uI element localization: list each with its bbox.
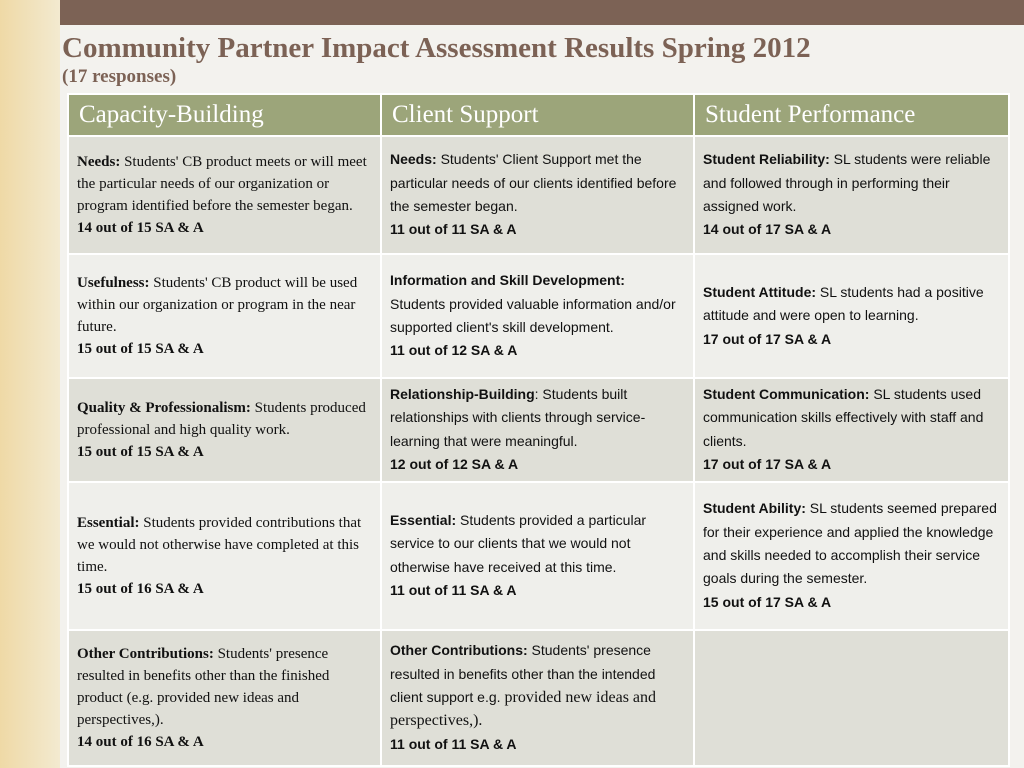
cell-label: Information and Skill Development: — [390, 272, 625, 289]
cell-text: SL students used communication skills effectively with staff and clients. — [703, 386, 984, 449]
cell-label: Quality & Professionalism: — [77, 399, 251, 416]
cell-label: Relationship-Building — [390, 386, 535, 402]
cell-label: Essential: — [390, 511, 457, 528]
cell-text: Students' presence resulted in benefits other than the intended client support e.g. — [390, 642, 656, 705]
cell-score: 17 out of 17 SA & A — [703, 330, 832, 347]
cell-cb-other — [68, 630, 381, 766]
header-student-performance: Student Performance — [694, 94, 1009, 136]
cell-score: 17 out of 17 SA & A — [703, 456, 832, 473]
cell-cs-information — [381, 254, 694, 378]
cell-score: 14 out of 17 SA & A — [703, 221, 832, 238]
cell-label: Usefulness: — [77, 275, 150, 291]
table-row — [68, 254, 1009, 378]
cell-label: Other Contributions: — [390, 642, 528, 659]
cell-cs-essential — [381, 482, 694, 630]
cell-label: Student Reliability: — [703, 151, 830, 168]
table-header-row — [68, 94, 1009, 136]
cell-text: Students' CB product will be used within our organization or program in the near future. — [77, 275, 358, 335]
cell-text: SL students were reliable and followed through in performing their assigned work. — [703, 151, 991, 214]
cell-label: Student Communication: — [703, 386, 870, 402]
header-capacity-building: Capacity-Building — [68, 94, 381, 136]
slide-title: Community Partner Impact Assessment Results Spring 2012 — [62, 32, 811, 64]
cell-score: 14 out of 16 SA & A — [77, 733, 204, 750]
cell-sp-communication — [694, 378, 1009, 482]
cell-score: 11 out of 11 SA & A — [390, 221, 517, 238]
cell-score: 15 out of 15 SA & A — [77, 443, 204, 460]
cell-score: 12 out of 12 SA & A — [390, 456, 519, 473]
assessment-results-table — [67, 93, 1010, 767]
cell-score: 14 out of 15 SA & A — [77, 220, 204, 236]
cell-score: 15 out of 16 SA & A — [77, 580, 204, 597]
cell-score: 11 out of 12 SA & A — [390, 342, 518, 359]
cell-text: Students provided contributions that we would not otherwise have completed at this time. — [77, 514, 362, 575]
cell-score: 11 out of 11 SA & A — [390, 735, 517, 752]
cell-text: Students' CB product meets or will meet the particular needs of our organization or program identified before the semester began. — [77, 154, 367, 214]
cell-label: Student Attitude: — [703, 283, 817, 300]
cell-sp-empty — [694, 630, 1009, 766]
cell-score: 11 out of 11 SA & A — [390, 582, 517, 599]
table-row — [68, 482, 1009, 630]
cell-cs-relationship — [381, 378, 694, 482]
cell-label: Essential: — [77, 514, 140, 531]
cell-text: Students provided a particular service to our clients that we would not otherwise have received at this time. — [390, 511, 647, 575]
cell-sp-ability — [694, 482, 1009, 630]
left-decorative-strip — [0, 0, 60, 768]
cell-sp-reliability — [694, 136, 1009, 254]
cell-cs-other — [381, 630, 694, 766]
cell-text: SL students had a positive attitude and were open to learning. — [703, 283, 984, 324]
cell-sp-attitude — [694, 254, 1009, 378]
cell-score: 15 out of 17 SA & A — [703, 593, 832, 610]
table-row — [68, 136, 1009, 254]
cell-text-serif: provided new ideas and perspectives,). — [390, 688, 657, 730]
slide-subtitle: (17 responses) — [62, 66, 177, 87]
table-row — [68, 378, 1009, 482]
cell-text: Students produced professional and high quality work. — [77, 399, 366, 438]
cell-text: Students provided valuable information and/or supported client's skill development. — [390, 295, 676, 335]
cell-text: Students' Client Support met the particular needs of our clients identified before the semester began. — [390, 151, 677, 214]
cell-text: : Students built relationships with clients through service-learning that were meaningful. — [390, 386, 646, 449]
cell-label: Needs: — [77, 154, 121, 170]
cell-label: Other Contributions: — [77, 645, 214, 662]
cell-cb-usefulness — [68, 254, 381, 378]
cell-cs-needs — [381, 136, 694, 254]
cell-cb-essential — [68, 482, 381, 630]
cell-text: SL students seemed prepared for their experience and applied the knowledge and skills needed to accomplish their service goals during the semester. — [703, 500, 997, 587]
cell-cb-quality — [68, 378, 381, 482]
cell-score: 15 out of 15 SA & A — [77, 341, 204, 357]
table-row — [68, 630, 1009, 766]
cell-label: Student Ability: — [703, 500, 806, 517]
cell-cb-needs — [68, 136, 381, 254]
header-client-support: Client Support — [381, 94, 694, 136]
cell-label: Needs: — [390, 151, 437, 168]
top-header-bar — [60, 0, 1024, 25]
cell-text: Students' presence resulted in benefits other than the finished product (e.g. provided new ideas and perspectives,). — [77, 645, 330, 728]
